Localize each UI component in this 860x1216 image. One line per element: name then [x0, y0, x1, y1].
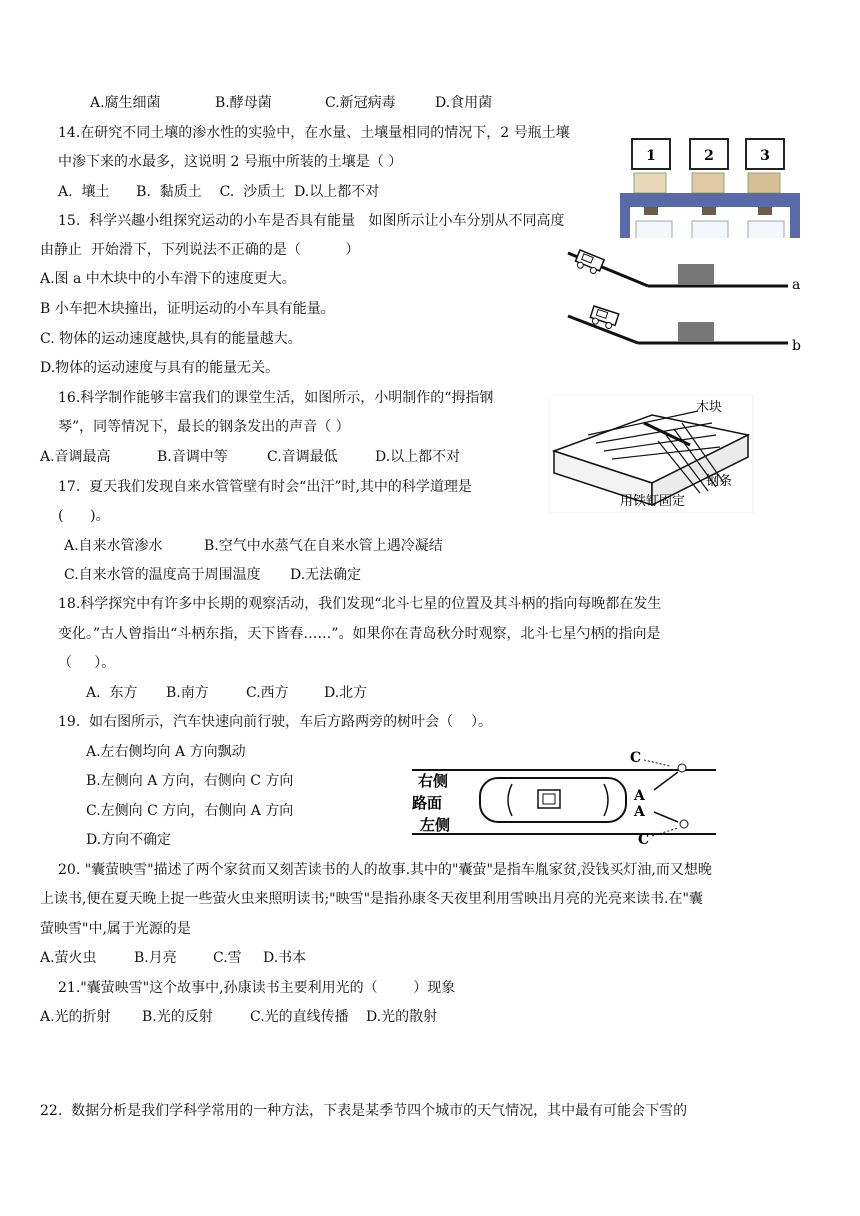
car-top-icon [480, 778, 626, 822]
q17-option-d: D.无法确定 [290, 567, 362, 583]
q20-stem-line1: 20. "囊萤映雪"描述了两个家贫而又刻苦读书的人的故事.其中的"囊萤"是指车胤家贫,没钱买灯油,而又想晚 [58, 862, 712, 878]
q18-stem-line3: （ ）。 [58, 655, 116, 671]
road-label-left: 左侧 [420, 816, 451, 834]
q17-option-b: B.空气中水蒸气在自来水管上遇冷凝结 [204, 538, 443, 554]
q14-options: A. 壤土 B. 黏质土 C. 沙质土 D.以上都不对 [58, 184, 380, 200]
q19-option-c: C.左侧向 C 方向，右侧向 A 方向 [86, 803, 294, 819]
q15-option-b: B 小车把木块撞出，证明运动的小车具有能量。 [40, 301, 335, 317]
q19-option-d: D.方向不确定 [86, 832, 172, 848]
q17-stem-line2: ( )。 [58, 508, 110, 524]
q18-stem-line1: 18.科学探究中有许多中长期的观察活动，我们发现“北斗七星的位置及其斗柄的指向每晚都在发生 [58, 596, 662, 612]
q20-option-a: A.萤火虫 [40, 950, 97, 966]
piano-label-block: 木块 [696, 400, 723, 415]
wood-block-b [678, 322, 714, 342]
q16-option-b: B.音调中等 [157, 449, 228, 465]
q17-stem-line1: 17. 夏天我们发现自来水管管壁有时会“出汗”时,其中的科学道理是 [58, 479, 472, 495]
ramp-label-b: b [792, 338, 801, 354]
q15-option-a: A.图 a 中木块中的小车滑下的速度更大。 [40, 271, 296, 287]
q17-options-cd [64, 566, 361, 584]
soil-experiment-figure [620, 135, 800, 240]
ramp-label-a: a [792, 277, 801, 293]
q21-options [40, 1008, 437, 1026]
road-label-a-top: A [634, 788, 645, 804]
q16-stem-line2: 琴”，同等情况下，最长的钢条发出的声音（ ） [58, 419, 350, 435]
q15-option-d: D.物体的运动速度与具有的能量无关。 [40, 360, 280, 376]
q21-option-a: A.光的折射 [40, 1009, 111, 1025]
q13-option-c: C.新冠病毒 [325, 95, 396, 111]
q21-option-c: C.光的直线传播 [250, 1009, 349, 1025]
soil-label-1: 1 [646, 148, 656, 164]
q16-option-a: A.音调最高 [40, 449, 111, 465]
piano-label-strip: 钢条 [706, 474, 733, 489]
q18-stem-line2: 变化。”古人曾指出“斗柄东指，天下皆春……”。如果你在青岛秋分时观察，北斗七星勺柄的指向是 [58, 626, 661, 642]
q14-stem-line2: 中渗下来的水最多，这说明 2 号瓶中所装的土壤是（ ） [58, 154, 403, 170]
leaf-bottom-icon [652, 812, 688, 836]
q18-option-b: B.南方 [166, 685, 209, 701]
car-a-icon [574, 250, 604, 276]
q22-stem: 22. 数据分析是我们学科学常用的一种方法，下表是某季节四个城市的天气情况，其中最有可能会下雪的 [40, 1103, 688, 1119]
q19-option-a: A.左右侧均向 A 方向飘动 [86, 744, 246, 760]
leaf-top-icon [644, 760, 686, 790]
q13-option-b: B.酵母菌 [215, 95, 272, 111]
q20-options [40, 949, 306, 967]
q16-stem-line1: 16.科学制作能够丰富我们的课堂生活，如图所示，小明制作的“拇指钢 [58, 390, 494, 406]
wood-block-a [678, 264, 714, 285]
q21-stem: 21."囊萤映雪"这个故事中,孙康读书主要利用光的（ ）现象 [58, 980, 456, 996]
q19-stem: 19. 如右图所示，汽车快速向前行驶，车后方路两旁的树叶会（ ）。 [58, 714, 492, 730]
soil-label-2: 2 [704, 148, 714, 164]
q20-option-d: D.书本 [263, 950, 307, 966]
road-label-a-bottom: A [634, 804, 645, 820]
road-label-c-top: C [630, 750, 642, 766]
q21-option-b: B.光的反射 [142, 1009, 213, 1025]
q20-stem-line2: 上读书,便在夏天晚上捉一些萤火虫来照明读书;"映雪"是指孙康冬天夜里利用雪映出月亮的光亮来读书.在"囊 [40, 891, 703, 907]
q13-option-a: A.腐生细菌 [90, 95, 161, 111]
q16-option-d: D.以上都不对 [375, 449, 461, 465]
q13-option-d: D.食用菌 [435, 95, 493, 111]
road-car-figure [408, 748, 720, 848]
q18-options [86, 684, 367, 702]
q15-option-c: C. 物体的运动速度越快,具有的能量越大。 [40, 331, 302, 347]
soil-label-3: 3 [760, 148, 770, 164]
road-label-road: 路面 [412, 794, 443, 812]
q13-options [90, 94, 492, 112]
q19-option-b: B.左侧向 A 方向，右侧向 C 方向 [86, 773, 294, 789]
q18-option-a: A. 东方 [86, 685, 138, 701]
q16-option-c: C.音调最低 [267, 449, 338, 465]
q21-option-d: D.光的散射 [366, 1009, 438, 1025]
q18-option-c: C.西方 [246, 685, 289, 701]
q16-options [40, 448, 460, 466]
road-label-right: 右侧 [418, 772, 449, 790]
q18-option-d: D.北方 [324, 685, 368, 701]
q14-stem-line1: 14.在研究不同土壤的渗水性的实验中，在水量、土壤量相同的情况下，2 号瓶土壤 [58, 125, 570, 141]
q15-stem-line2: 由静止 开始滑下，下列说法不正确的是（ ） [40, 242, 360, 258]
q17-option-a: A.自来水管渗水 [64, 538, 163, 554]
q20-option-b: B.月亮 [134, 950, 177, 966]
q15-stem-line1: 15. 科学兴趣小组探究运动的小车是否具有能量 如图所示让小车分别从不同高度 [58, 213, 565, 229]
q17-option-c: C.自来水管的温度高于周围温度 [64, 567, 261, 583]
q17-options-ab [64, 537, 443, 555]
piano-label-fix: 用铁钉固定 [620, 494, 686, 509]
q20-stem-line3: 萤映雪"中,属于光源的是 [40, 921, 191, 937]
ramp-car-figure [560, 238, 820, 358]
road-label-c-bottom: C [638, 832, 650, 848]
thumb-piano-figure [548, 395, 758, 513]
q20-option-c: C.雪 [213, 950, 242, 966]
